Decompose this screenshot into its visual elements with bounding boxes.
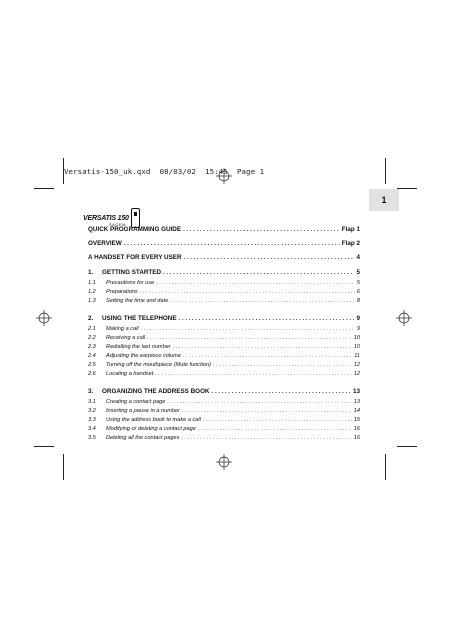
toc-item-number: 2.5 (88, 362, 96, 368)
toc-item-number: 2.4 (88, 353, 96, 359)
toc-item-number: 2.3 (88, 344, 96, 350)
toc-entry-quick-guide[interactable] (88, 226, 360, 233)
toc-item-3-5[interactable] (88, 435, 360, 441)
toc-item-page: 15 (353, 417, 360, 423)
toc-section-number: 2. (88, 315, 94, 322)
toc-item-title: Locating a handset (106, 371, 154, 377)
toc-section-title: ORGANIZING THE ADDRESS BOOK (102, 388, 210, 395)
toc-leader (141, 326, 355, 332)
toc-leader (179, 315, 355, 322)
toc-item-3-3[interactable] (88, 417, 360, 423)
toc-leader (155, 371, 351, 377)
toc-item-page: 8 (356, 298, 360, 304)
toc-item-number: 1.2 (88, 289, 96, 295)
toc-item-title: Receiving a call (106, 335, 146, 341)
toc-item-number: 1.3 (88, 298, 96, 304)
crop-mark-bottom-right (385, 454, 386, 480)
toc-leader (213, 362, 352, 368)
crop-mark-bottom-left (63, 454, 64, 480)
toc-entry-page: 4 (356, 254, 360, 261)
registration-mark-bottom (216, 454, 232, 470)
crop-mark-top-left-h (34, 188, 54, 189)
toc-item-2-6[interactable] (88, 371, 360, 377)
toc-section-title: USING THE TELEPHONE (102, 315, 177, 322)
toc-item-title: Inserting a pause in a number (106, 408, 181, 414)
toc-leader (167, 399, 351, 405)
toc-item-3-4[interactable] (88, 426, 360, 432)
toc-item-page: 12 (353, 362, 360, 368)
toc-item-title: Turning off the mouthpiece (Mute function) (106, 362, 211, 368)
toc-entry-page: Flap 2 (341, 240, 360, 247)
toc-entry-title: QUICK PROGRAMMING GUIDE (88, 226, 182, 233)
toc-entry-page: Flap 1 (341, 226, 360, 233)
slug-time: 15:45 (205, 167, 228, 176)
toc-item-title: Making a call (106, 326, 139, 332)
toc-section-2[interactable] (88, 315, 360, 322)
toc-leader (140, 289, 355, 295)
toc-item-3-2[interactable] (88, 408, 360, 414)
toc-item-1-1[interactable] (88, 280, 360, 286)
toc-item-title: Using the address book to make a call (106, 417, 201, 423)
toc-leader (147, 335, 352, 341)
toc-leader (184, 254, 355, 261)
crop-mark-bottom-right-h (397, 446, 417, 447)
toc-leader (198, 426, 352, 432)
toc-item-title: Modifying or deleting a contact page (106, 426, 196, 432)
toc-item-page: 6 (356, 289, 360, 295)
toc-section-number: 1. (88, 269, 94, 276)
toc-leader (183, 226, 340, 233)
toc-item-page: 16 (353, 426, 360, 432)
toc-item-page: 10 (353, 344, 360, 350)
toc-leader (181, 435, 351, 441)
page-number-tab (369, 189, 399, 211)
toc-item-number: 3.1 (88, 399, 96, 405)
toc-item-page: 10 (353, 335, 360, 341)
toc-item-number: 2.2 (88, 335, 96, 341)
toc-item-page: 13 (353, 399, 360, 405)
toc-item-page: 11 (354, 353, 360, 359)
toc-leader (163, 269, 354, 276)
toc-item-number: 3.4 (88, 426, 96, 432)
toc-entry-title: OVERVIEW (88, 240, 122, 247)
toc-section-1[interactable] (88, 269, 360, 276)
toc-item-page: 14 (353, 408, 360, 414)
toc-item-title: Setting the time and date (106, 298, 169, 304)
registration-mark-left (36, 310, 52, 326)
toc-entry-handset[interactable] (88, 254, 360, 261)
toc-item-page: 16 (353, 435, 360, 441)
toc-item-2-2[interactable] (88, 335, 360, 341)
toc-section-title: GETTING STARTED (102, 269, 162, 276)
printer-slug (64, 167, 264, 176)
toc-leader (203, 417, 352, 423)
slug-date: 08/03/02 (159, 167, 196, 176)
toc-entry-overview[interactable] (88, 240, 360, 247)
toc-item-2-5[interactable] (88, 362, 360, 368)
logo-sub-text: SAGEM (109, 222, 126, 227)
toc-leader (124, 240, 340, 247)
toc-item-2-4[interactable] (88, 353, 360, 359)
toc-item-number: 2.1 (88, 326, 96, 332)
toc-item-page: 5 (356, 280, 360, 286)
toc-item-number: 3.2 (88, 408, 96, 414)
toc-section-number: 3. (88, 388, 94, 395)
toc-section-page: 9 (356, 315, 360, 322)
toc-item-3-1[interactable] (88, 399, 360, 405)
toc-section-page: 13 (352, 388, 360, 395)
toc-item-title: Creating a contact page (106, 399, 166, 405)
toc-item-number: 3.5 (88, 435, 96, 441)
toc-item-number: 2.6 (88, 371, 96, 377)
toc-item-page: 12 (353, 371, 360, 377)
slug-filename: Versatis-150_uk.qxd (64, 167, 151, 176)
toc-leader (182, 408, 352, 414)
toc-entry-title: A HANDSET FOR EVERY USER (88, 254, 182, 261)
toc-section-3[interactable] (88, 388, 360, 395)
crop-mark-bottom-left-h (34, 446, 54, 447)
toc-leader (212, 388, 351, 395)
toc-leader (156, 280, 355, 286)
toc-leader (173, 344, 352, 350)
toc-item-title: Adjusting the earpiece volume (106, 353, 181, 359)
logo-brand-text: VERSATIS 150 (83, 215, 129, 222)
toc-item-title: Precautions for use (106, 280, 155, 286)
toc-item-number: 1.1 (88, 280, 96, 286)
toc-leader (170, 298, 355, 304)
toc-item-title: Deleting all the contact pages (106, 435, 180, 441)
slug-page: Page 1 (236, 167, 265, 176)
crop-mark-top-right-h (397, 188, 417, 189)
toc-item-2-3[interactable] (88, 344, 360, 350)
toc-item-title: Preparations (106, 289, 138, 295)
toc-item-page: 9 (356, 326, 360, 332)
toc-item-1-2[interactable] (88, 289, 360, 295)
crop-mark-top-right (385, 158, 386, 184)
toc-item-1-3[interactable] (88, 298, 360, 304)
registration-mark-right (396, 310, 412, 326)
phone-handset-icon (131, 208, 140, 228)
toc-section-page: 5 (356, 269, 360, 276)
toc-leader (183, 353, 352, 359)
toc-item-title: Redialling the last number (106, 344, 171, 350)
toc-item-number: 3.3 (88, 417, 96, 423)
toc-item-2-1[interactable] (88, 326, 360, 332)
page-number: 1 (381, 195, 387, 205)
